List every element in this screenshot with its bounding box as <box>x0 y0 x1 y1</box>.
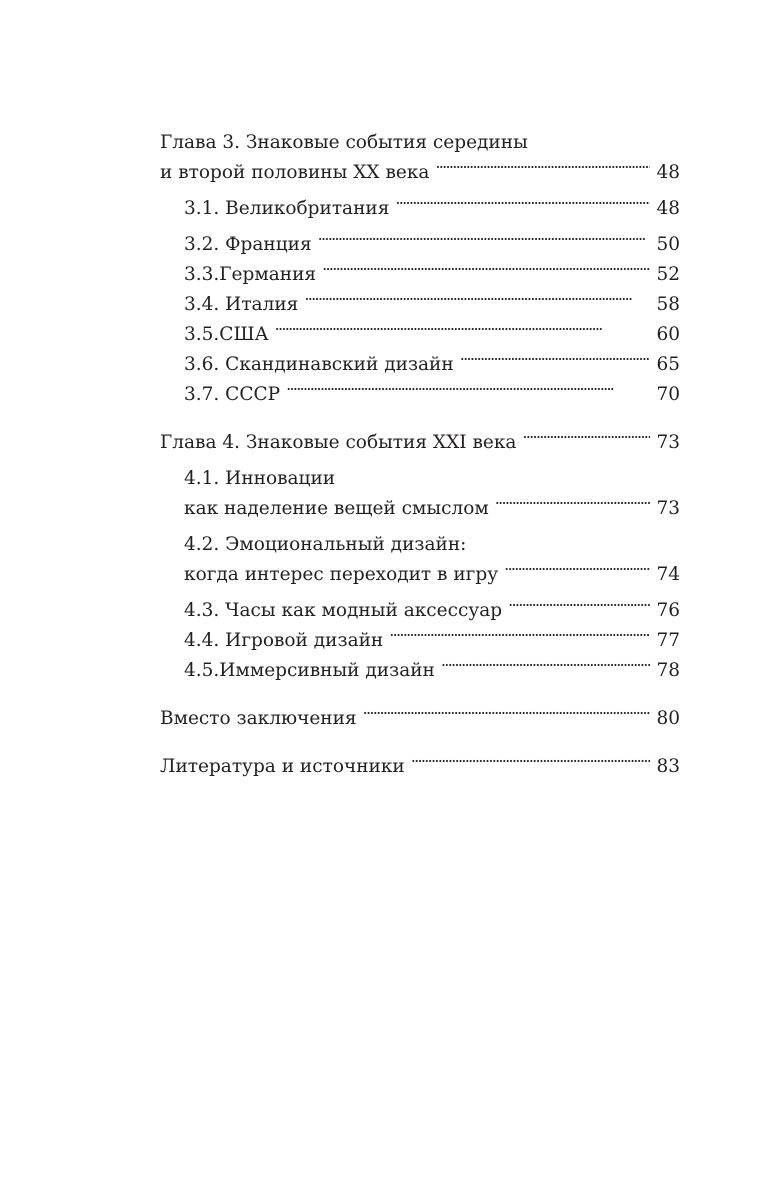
toc-entry-label-line-1: 4.2. Эмоциональный дизайн: <box>184 534 467 555</box>
toc-entry-3-5[interactable] <box>160 320 680 350</box>
toc-entry-label: 3.4. Италия <box>184 294 299 315</box>
chapter-3-title-line-1: Глава 3. Знаковые события середины <box>160 132 528 153</box>
leader-dots <box>441 658 650 677</box>
toc-entry-label: 3.2. Франция <box>184 234 312 255</box>
leader-dots <box>322 262 650 281</box>
leader-dots <box>304 292 650 311</box>
toc-entry-label: 4.5.Иммерсивный дизайн <box>184 660 435 681</box>
toc-entry-4-4[interactable] <box>160 626 680 656</box>
toc-entry-page: 78 <box>656 660 680 681</box>
leader-dots <box>395 196 650 215</box>
toc-entry-page: 76 <box>656 600 680 621</box>
leader-dots <box>363 706 650 725</box>
toc-entry-page: 65 <box>656 354 680 375</box>
toc-entry-label-line-2: когда интерес переходит в игру <box>184 564 499 585</box>
toc-entry-3-7[interactable] <box>160 380 680 410</box>
toc-entry-page: 48 <box>656 198 680 219</box>
toc-entry-page: 50 <box>656 234 680 255</box>
chapter-4-page: 73 <box>656 432 680 453</box>
toc-entry-label: 4.3. Часы как модный аксессуар <box>184 600 503 621</box>
toc-entry-label-line-1: 4.1. Инновации <box>184 468 336 489</box>
toc-entry-page: 74 <box>656 564 680 585</box>
literature-page: 83 <box>656 756 680 777</box>
toc-entry-4-2[interactable] <box>160 530 680 590</box>
toc-entry-label-line-2: как наделение вещей смыслом <box>184 498 489 519</box>
toc-entry-label: 4.4. Игровой дизайн <box>184 630 384 651</box>
toc-entry-4-3[interactable] <box>160 596 680 626</box>
toc-entry-label: 3.1. Великобритания <box>184 198 390 219</box>
leader-dots <box>504 562 650 581</box>
toc-entry-literature[interactable] <box>160 752 680 782</box>
table-of-contents <box>160 128 680 782</box>
toc-entry-3-3[interactable] <box>160 260 680 290</box>
chapter-3-title-line-2: и второй половины XX века <box>160 162 430 183</box>
chapter-4-title: Глава 4. Знаковые события XXI века <box>160 432 517 453</box>
leader-dots <box>389 628 650 647</box>
toc-entry-page: 58 <box>656 294 680 315</box>
toc-entry-label: 3.5.США <box>184 324 269 345</box>
toc-entry-conclusion[interactable] <box>160 704 680 734</box>
toc-entry-page: 52 <box>656 264 680 285</box>
toc-entry-page: 70 <box>656 384 680 405</box>
leader-dots <box>522 430 650 449</box>
leader-dots <box>460 352 650 371</box>
conclusion-page: 80 <box>656 708 680 729</box>
leader-dots <box>411 754 650 773</box>
toc-entry-3-2[interactable] <box>160 230 680 260</box>
conclusion-label: Вместо заключения <box>160 708 357 729</box>
leader-dots <box>275 322 650 341</box>
literature-label: Литература и источники <box>160 756 405 777</box>
toc-entry-chapter-4[interactable] <box>160 428 680 458</box>
toc-entry-label: 3.3.Германия <box>184 264 317 285</box>
toc-entry-3-6[interactable] <box>160 350 680 380</box>
toc-entry-label: 3.7. СССР <box>184 384 281 405</box>
toc-entry-3-1[interactable] <box>160 194 680 224</box>
leader-dots <box>495 496 650 515</box>
chapter-3-page: 48 <box>656 162 680 183</box>
toc-entry-4-1[interactable] <box>160 464 680 524</box>
toc-entry-label: 3.6. Скандинавский дизайн <box>184 354 454 375</box>
leader-dots <box>286 382 650 401</box>
leader-dots <box>318 232 650 251</box>
leader-dots <box>435 160 650 179</box>
toc-entry-page: 60 <box>656 324 680 345</box>
leader-dots <box>508 598 650 617</box>
toc-entry-3-4[interactable] <box>160 290 680 320</box>
toc-entry-page: 73 <box>656 498 680 519</box>
toc-entry-page: 77 <box>656 630 680 651</box>
toc-entry-4-5[interactable] <box>160 656 680 686</box>
toc-entry-chapter-3[interactable] <box>160 128 680 188</box>
